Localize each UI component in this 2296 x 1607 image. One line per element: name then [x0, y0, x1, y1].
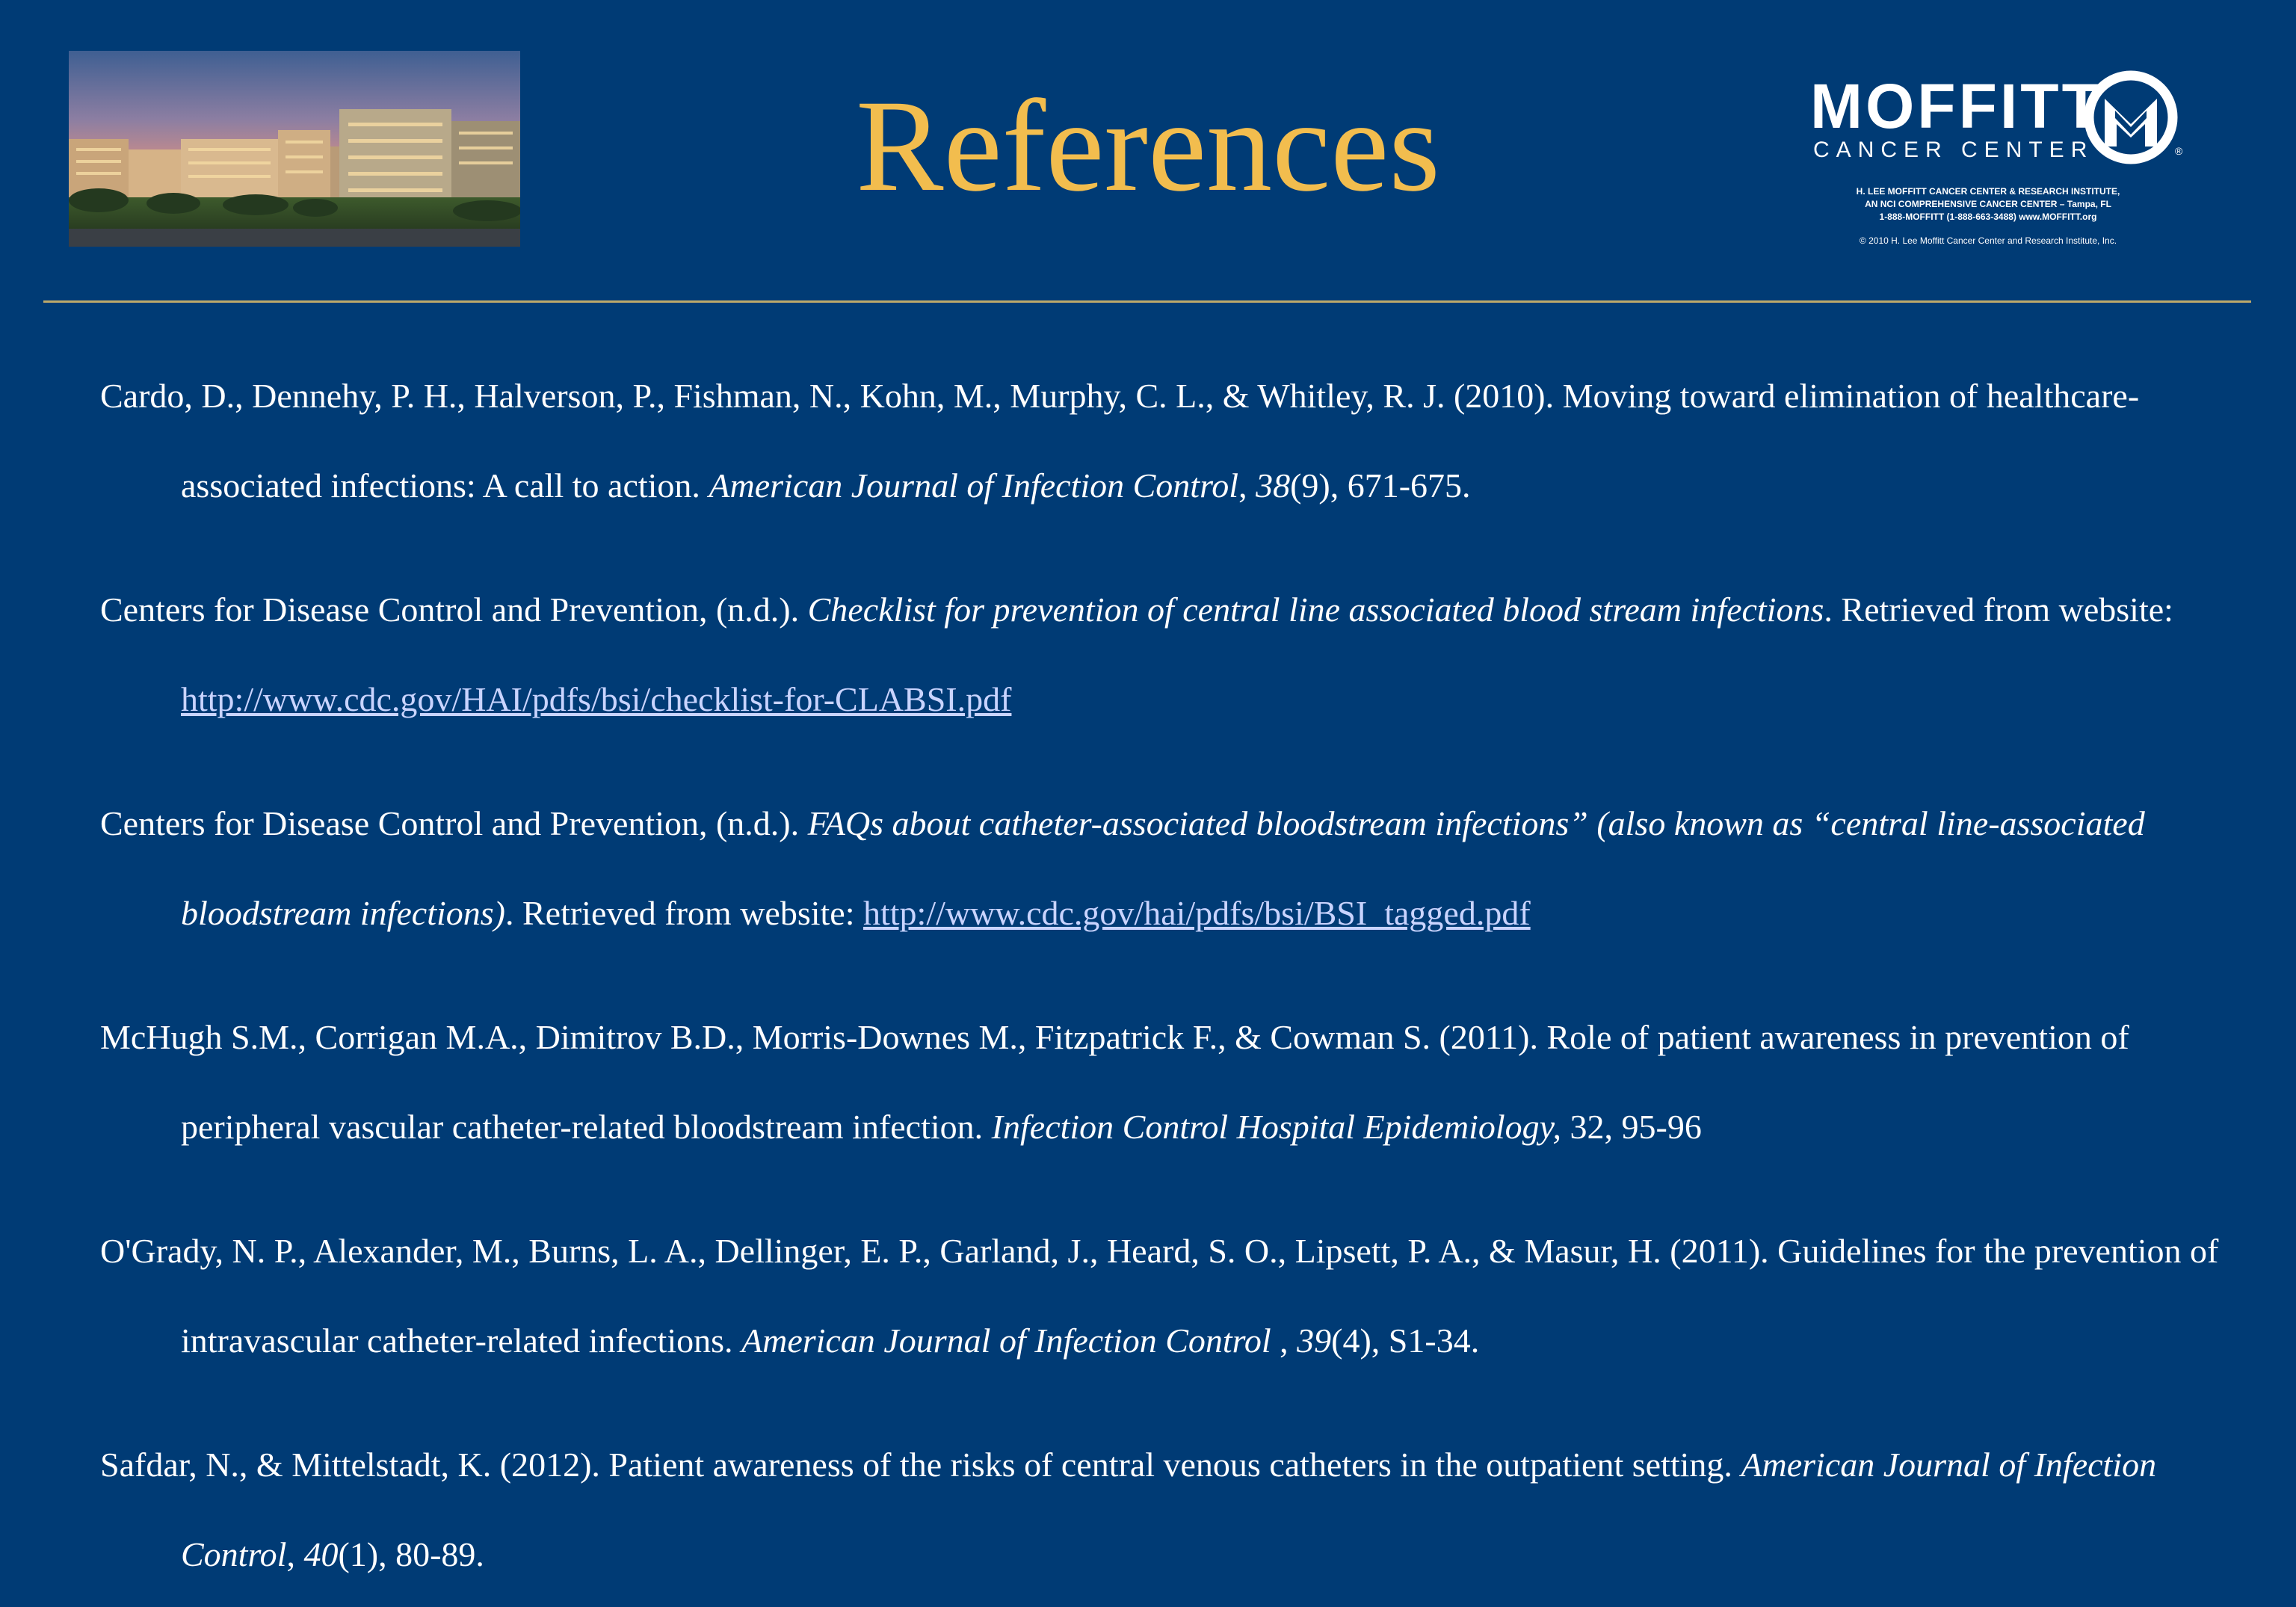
- reference-text: ,: [1271, 1321, 1297, 1360]
- reference-text: . Retrieved from website:: [1824, 590, 2173, 629]
- logo-info-line: 1-888-MOFFITT (1-888-663-3488) www.MOFFITT.org: [1879, 212, 2097, 222]
- reference-item: [100, 993, 2268, 1172]
- reference-text: ,: [1238, 466, 1256, 505]
- logo-info-line: AN NCI COMPREHENSIVE CANCER CENTER – Tampa, FL: [1865, 199, 2111, 209]
- reference-item: [100, 565, 2268, 744]
- reference-journal: American Journal of Infection Control: [709, 466, 1239, 505]
- moffitt-m-icon: [2082, 69, 2187, 166]
- reference-journal: American Journal of Infection Control: [181, 1446, 2157, 1573]
- reference-volume: 40: [303, 1535, 339, 1573]
- reference-document-title: Checklist for prevention of central line associated blood stream infections: [807, 590, 1824, 629]
- reference-volume: 38: [1256, 466, 1291, 505]
- reference-text: Centers for Disease Control and Prevention, (n.d.).: [100, 804, 808, 842]
- reference-document-title: FAQs about catheter-associated bloodstream infections” (also known as “central line-associated bloodstream infections): [181, 804, 2145, 932]
- logo-subtitle: CANCER CENTER: [1813, 138, 2094, 162]
- moffitt-logo: [1779, 60, 2197, 254]
- logo-info: [1779, 185, 2197, 223]
- reference-text: Safdar, N., & Mittelstadt, K. (2012). Patient awareness of the risks of central venous catheters in the outpatient setting.: [100, 1446, 1741, 1484]
- reference-item: [100, 351, 2268, 531]
- slide-title: References: [856, 73, 1440, 219]
- logo-copyright: © 2010 H. Lee Moffitt Cancer Center and Research Institute, Inc.: [1859, 235, 2117, 246]
- reference-text: (9), 671-675.: [1290, 466, 1471, 505]
- reference-link[interactable]: http://www.cdc.gov/HAI/pdfs/bsi/checklist-for-CLABSI.pdf: [181, 680, 1012, 718]
- reference-link[interactable]: http://www.cdc.gov/hai/pdfs/bsi/BSI_tagged.pdf: [863, 894, 1531, 932]
- reference-text: McHugh S.M., Corrigan M.A., Dimitrov B.D., Morris-Downes M., Fitzpatrick F., & Cowman S. (2011). Role of patient awareness in prevention of peripheral vascular catheter-related bloodstream infection.: [100, 1018, 2129, 1146]
- registered-mark: ®: [2175, 145, 2183, 157]
- reference-text: (4), S1-34.: [1331, 1321, 1480, 1360]
- logo-wordmark: MOFFITT: [1810, 71, 2103, 141]
- reference-list: [100, 317, 2268, 1607]
- reference-text: 32, 95-96: [1561, 1108, 1702, 1146]
- slide-header: [0, 0, 2296, 299]
- reference-volume: 39: [1297, 1321, 1332, 1360]
- reference-item: [100, 779, 2268, 958]
- reference-text: ,: [286, 1535, 304, 1573]
- logo-info-line: H. LEE MOFFITT CANCER CENTER & RESEARCH INSTITUTE,: [1856, 186, 2120, 197]
- reference-text: . Retrieved from website:: [504, 894, 863, 932]
- reference-journal: Infection Control Hospital Epidemiology,: [991, 1108, 1562, 1146]
- reference-journal: American Journal of Infection Control: [741, 1321, 1271, 1360]
- reference-text: (1), 80-89.: [338, 1535, 484, 1573]
- reference-text: O'Grady, N. P., Alexander, M., Burns, L. A., Dellinger, E. P., Garland, J., Heard, S. O., Lipsett, P. A., & Masur, H. (2011). Guidelines for the prevention of intravascular catheter-related infections.: [100, 1232, 2219, 1360]
- reference-text: Centers for Disease Control and Prevention, (n.d.).: [100, 590, 808, 629]
- reference-text: Cardo, D., Dennehy, P. H., Halverson, P., Fishman, N., Kohn, M., Murphy, C. L., & Whitley, R. J. (2010). Moving toward elimination of healthcare-associated infections: A call to action.: [100, 377, 2140, 505]
- reference-item: [100, 1420, 2268, 1600]
- reference-item: [100, 1206, 2268, 1386]
- header-divider: [43, 300, 2251, 303]
